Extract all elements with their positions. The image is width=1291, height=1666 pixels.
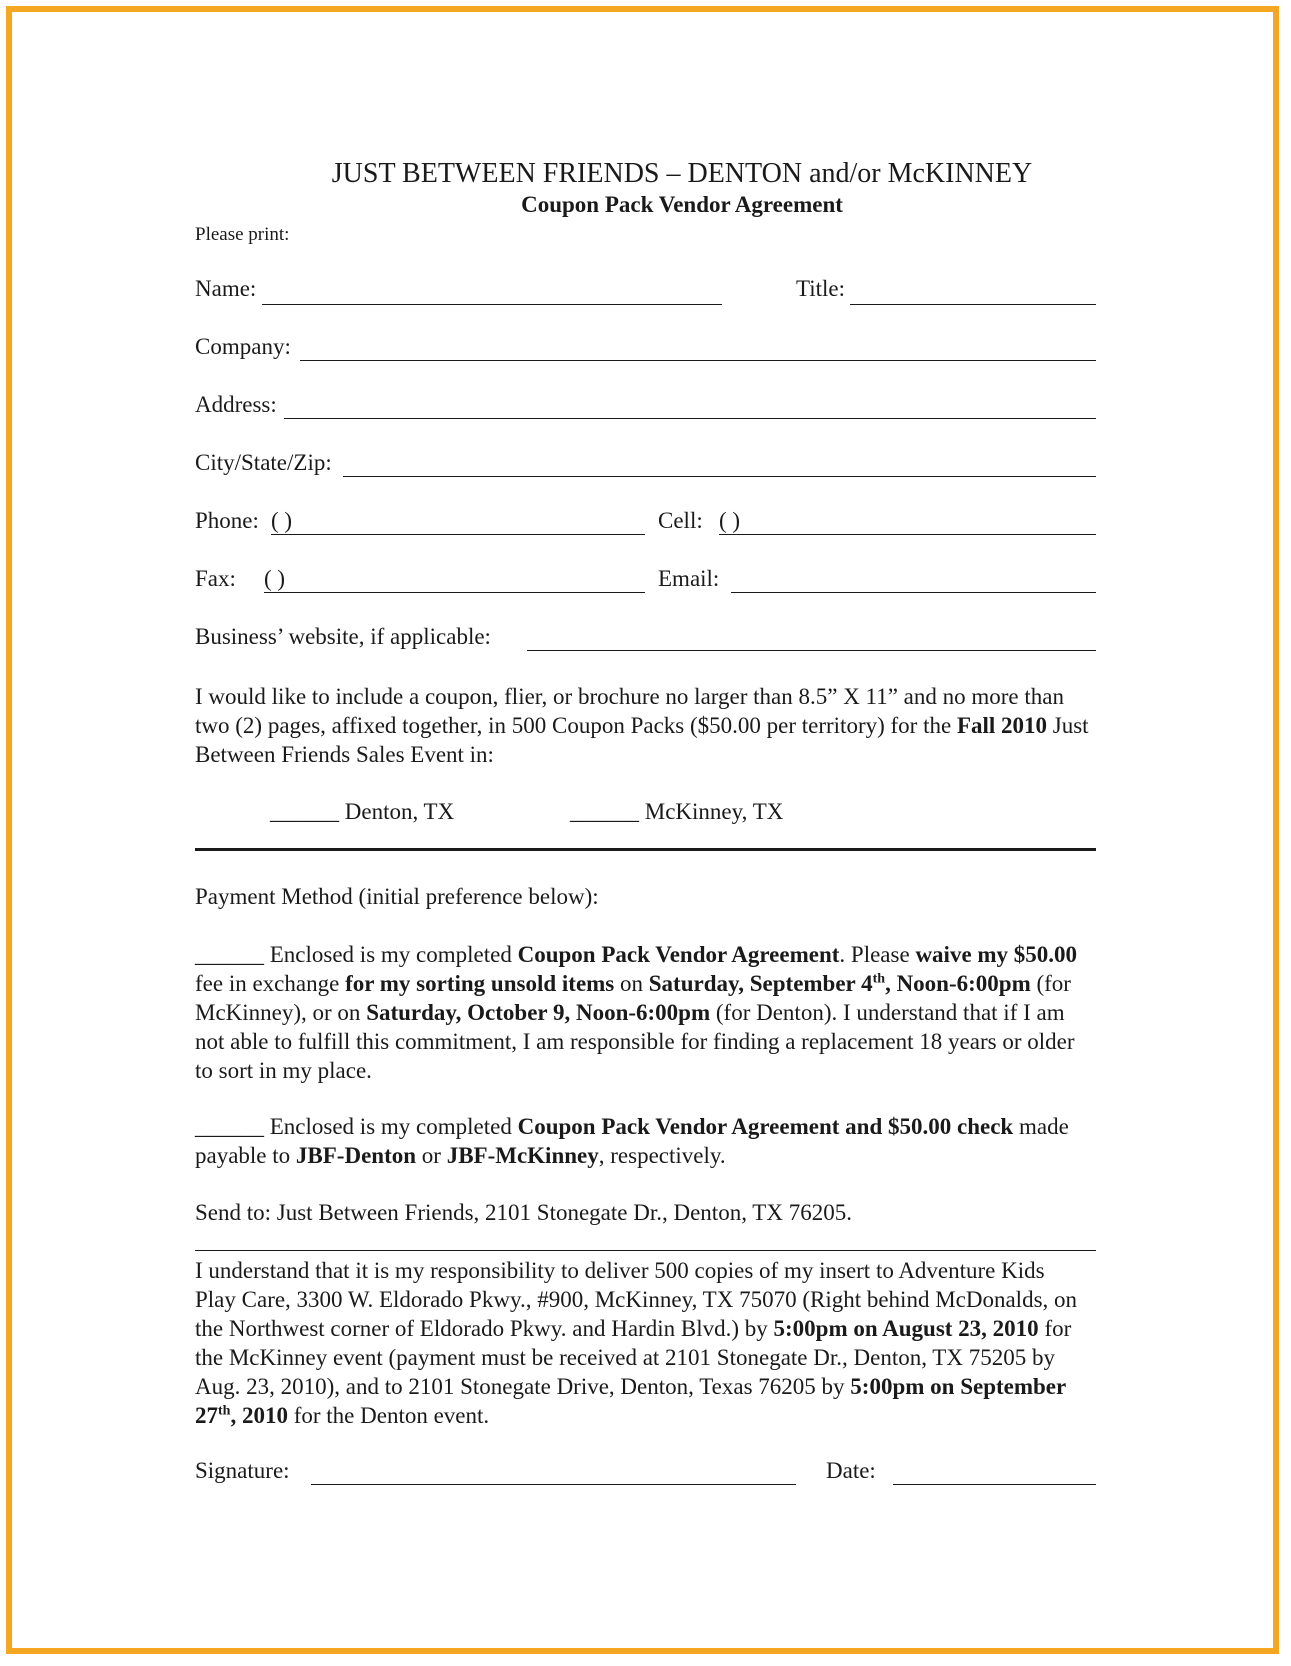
- delivery-line-1: I understand that it is my responsibility to deliver 500 copies of my insert to Adventure Kids: [195, 1258, 1045, 1283]
- phone-field[interactable]: [271, 534, 645, 535]
- payment-heading: Payment Method (initial preference below):: [195, 884, 599, 909]
- payment-option-1-line-4: not able to fulfill this commitment, I am responsible for finding a replacement 18 years or older: [195, 1029, 1075, 1054]
- mckinney-initial-blank[interactable]: ______: [570, 799, 639, 824]
- payment-option-1-line-2: fee in exchange for my sorting unsold items on Saturday, September 4th, Noon-6:00pm (for: [195, 971, 1071, 996]
- territory-option-mckinney: ______ McKinney, TX: [570, 799, 784, 824]
- website-label: Business’ website, if applicable:: [195, 624, 491, 649]
- date-field[interactable]: [893, 1484, 1096, 1485]
- delivery-divider: [195, 1250, 1096, 1251]
- website-field[interactable]: [527, 650, 1096, 651]
- city-state-zip-label: City/State/Zip:: [195, 450, 332, 475]
- offer-line-3: Between Friends Sales Event in:: [195, 742, 494, 767]
- phone-area-code: ( ): [271, 508, 293, 533]
- title-label: Title:: [796, 276, 846, 301]
- fax-area-code: ( ): [264, 566, 286, 591]
- signature-field[interactable]: [311, 1484, 796, 1485]
- phone-label: Phone:: [195, 508, 259, 533]
- denton-initial-blank[interactable]: ______: [270, 799, 339, 824]
- name-label: Name:: [195, 276, 257, 301]
- date-label: Date:: [826, 1458, 876, 1483]
- payment-option-2-line-2: payable to JBF-Denton or JBF-McKinney, respectively.: [195, 1143, 726, 1168]
- offer-line-1: I would like to include a coupon, flier, or brochure no larger than 8.5” X 11” and no more than: [195, 684, 1064, 709]
- city-state-zip-field[interactable]: [343, 476, 1096, 477]
- company-field[interactable]: [300, 360, 1096, 361]
- email-label: Email:: [658, 566, 720, 591]
- delivery-line-4: the McKinney event (payment must be received at 2101 Stonegate Dr., Denton, TX 75205 by: [195, 1345, 1055, 1370]
- please-print-note: Please print:: [195, 224, 290, 245]
- cell-area-code: ( ): [719, 508, 741, 533]
- delivery-line-3: the Northwest corner of Eldorado Pkwy. and Hardin Blvd.) by 5:00pm on August 23, 2010 for: [195, 1316, 1072, 1341]
- payment-option-2-initial-blank[interactable]: ______: [195, 1114, 264, 1139]
- payment-option-1-initial-blank[interactable]: ______: [195, 942, 264, 967]
- cell-label: Cell:: [658, 508, 703, 533]
- territory-option-denton: ______ Denton, TX: [270, 799, 455, 824]
- send-to-address: Send to: Just Between Friends, 2101 Stonegate Dr., Denton, TX 76205.: [195, 1200, 852, 1225]
- company-label: Company:: [195, 334, 291, 359]
- fax-field[interactable]: [264, 592, 645, 593]
- fax-label: Fax:: [195, 566, 236, 591]
- email-field[interactable]: [731, 592, 1096, 593]
- title-field[interactable]: [850, 304, 1096, 305]
- delivery-line-5: Aug. 23, 2010), and to 2101 Stonegate Drive, Denton, Texas 76205 by 5:00pm on September: [195, 1374, 1067, 1399]
- document-subtitle: Coupon Pack Vendor Agreement: [521, 192, 843, 217]
- section-divider: [195, 848, 1096, 851]
- address-label: Address:: [195, 392, 277, 417]
- delivery-line-2: Play Care, 3300 W. Eldorado Pkwy., #900, McKinney, TX 75070 (Right behind McDonalds, on: [195, 1287, 1078, 1312]
- delivery-line-6: 27th, 2010 for the Denton event.: [195, 1403, 490, 1428]
- offer-line-2: two (2) pages, affixed together, in 500 Coupon Packs ($50.00 per territory) for the Fall 2010 Just: [195, 713, 1089, 738]
- payment-option-1-line-3: McKinney), or on Saturday, October 9, Noon-6:00pm (for Denton). I understand that if I am: [195, 1000, 1065, 1025]
- cell-field[interactable]: [719, 534, 1096, 535]
- payment-option-1-line-1: ______ Enclosed is my completed Coupon Pack Vendor Agreement. Please waive my $50.00: [195, 942, 1078, 967]
- name-field[interactable]: [262, 304, 722, 305]
- payment-option-1-line-5: to sort in my place.: [195, 1058, 372, 1083]
- document-title: JUST BETWEEN FRIENDS – DENTON and/or McKINNEY: [331, 158, 1033, 189]
- payment-option-2-line-1: ______ Enclosed is my completed Coupon Pack Vendor Agreement and $50.00 check made: [195, 1114, 1069, 1139]
- signature-label: Signature:: [195, 1458, 290, 1483]
- address-field[interactable]: [284, 418, 1096, 419]
